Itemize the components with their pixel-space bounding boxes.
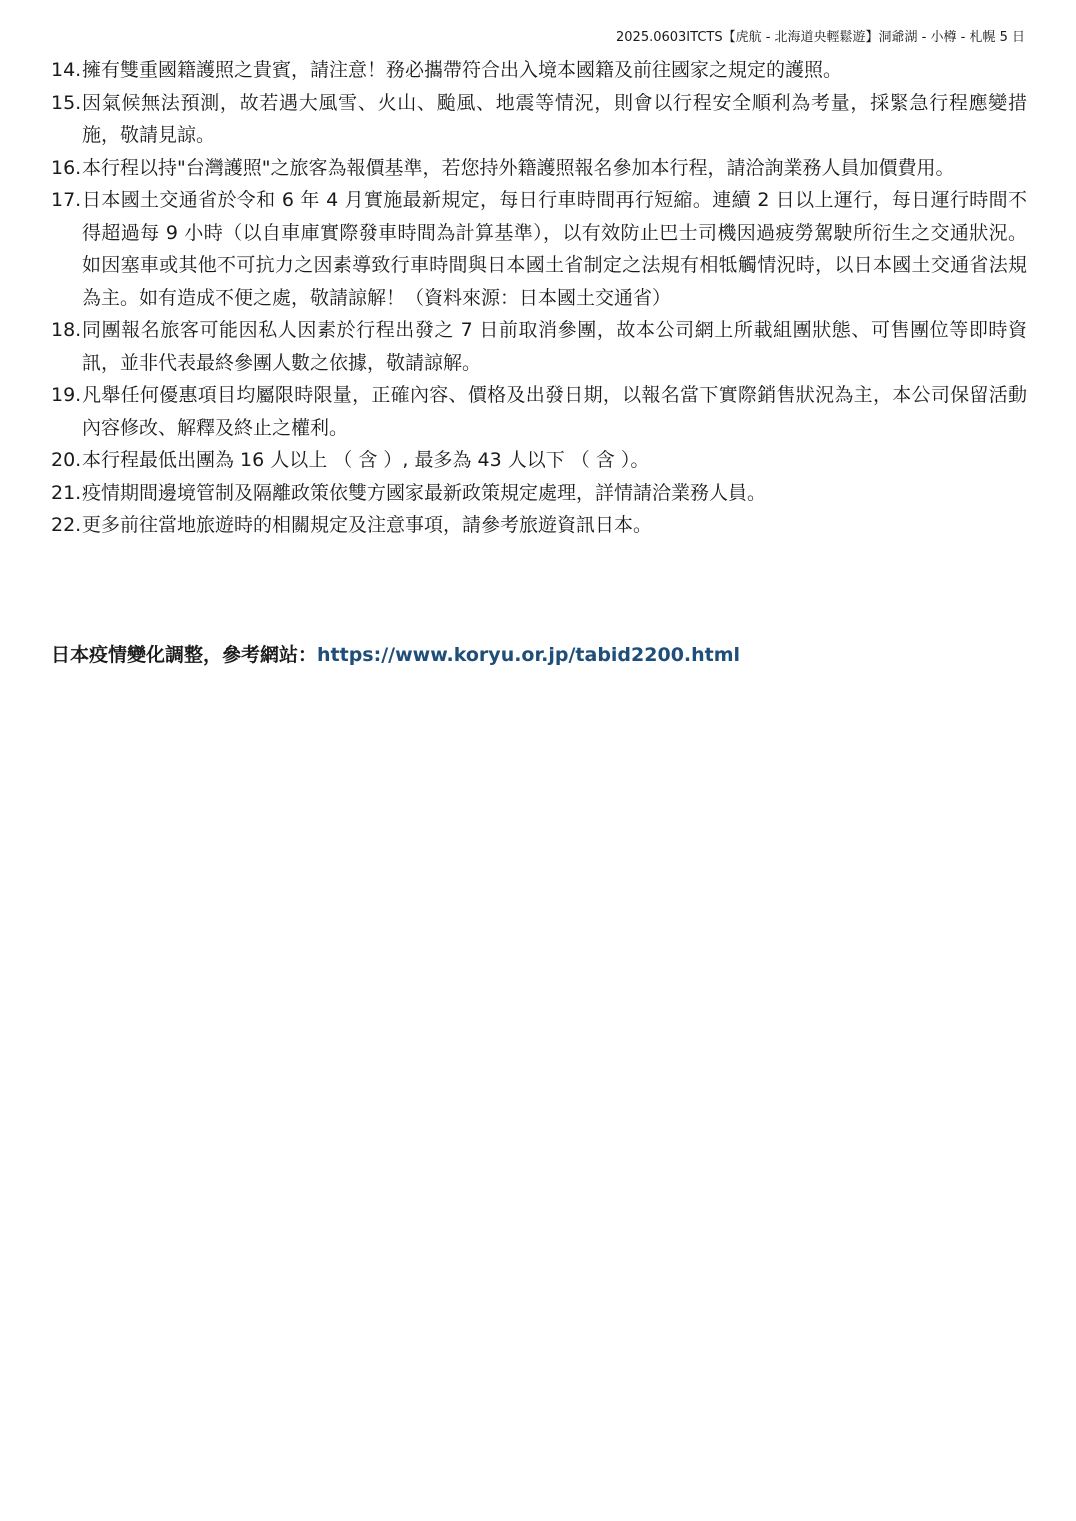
reference-line [51, 640, 740, 670]
note-number: 18. [51, 319, 82, 341]
note-number: 15. [51, 91, 82, 114]
note-number: 22. [51, 514, 82, 536]
note-item-20 [51, 444, 1027, 477]
note-item-22 [51, 509, 1027, 542]
note-number: 21. [51, 481, 82, 504]
note-item-17 [51, 184, 1027, 314]
note-number: 16. [51, 156, 82, 179]
note-text: 因氣候無法預測，故若遇大風雪、火山、颱風、地震等情況，則會以行程安全順利為考量，採緊急行程應變措施，敬請見諒。 [82, 91, 1027, 146]
note-item-16 [51, 152, 1027, 185]
note-text: 同團報名旅客可能因私人因素於行程出發之 7 日前取消參團，故本公司網上所載組團狀態、可售團位等即時資訊，並非代表最終參團人數之依據，敬請諒解。 [82, 319, 1027, 374]
note-item-18 [51, 314, 1027, 379]
note-number: 19. [51, 384, 82, 406]
note-text: 更多前往當地旅遊時的相關規定及注意事項，請參考旅遊資訊日本。 [82, 514, 653, 536]
note-text: 擁有雙重國籍護照之貴賓，請注意！務必攜帶符合出入境本國籍及前往國家之規定的護照。 [82, 59, 843, 81]
note-item-19 [51, 379, 1027, 444]
note-number: 17. [51, 189, 82, 211]
note-item-14 [51, 54, 1027, 87]
notes-list [51, 54, 1027, 542]
reference-link[interactable]: https://www.koryu.or.jp/tabid2200.html [317, 644, 741, 666]
note-text: 本行程以持"台灣護照"之旅客為報價基準，若您持外籍護照報名參加本行程，請洽詢業務人員加價費用。 [82, 156, 955, 179]
note-number: 14. [51, 59, 82, 81]
note-text: 本行程最低出團為 16 人以上 （ 含 ）, 最多為 43 人以下 （ 含 ）。 [82, 449, 650, 471]
note-text: 日本國土交通省於令和 6 年 4 月實施最新規定，每日行車時間再行短縮。連續 2 日以上運行，每日運行時間不得超過每 9 小時（以自車庫實際發車時間為計算基準），以有效防止巴士司機因過疲勞駕駛所衍生之交通狀況。如因塞車或其他不可抗力之因素導致行車時間與日本國土省制定之法規有相牴觸情況時，以日本國土交通省法規為主。如有造成不便之處，敬請諒解！（資料來源：日本國土交通省） [82, 189, 1027, 309]
note-text: 疫情期間邊境管制及隔離政策依雙方國家最新政策規定處理，詳情請洽業務人員。 [82, 481, 767, 504]
note-item-21 [51, 477, 1027, 510]
note-text: 凡舉任何優惠項目均屬限時限量，正確內容、價格及出發日期，以報名當下實際銷售狀況為主，本公司保留活動內容修改、解釋及終止之權利。 [82, 384, 1027, 439]
page-header: 2025.0603ITCTS【虎航 - 北海道央輕鬆遊】洞爺湖 - 小樽 - 札幌 5 日 [616, 30, 1025, 45]
note-item-15 [51, 87, 1027, 152]
reference-label: 日本疫情變化調整，參考網站： [51, 644, 318, 666]
note-number: 20. [51, 449, 82, 471]
